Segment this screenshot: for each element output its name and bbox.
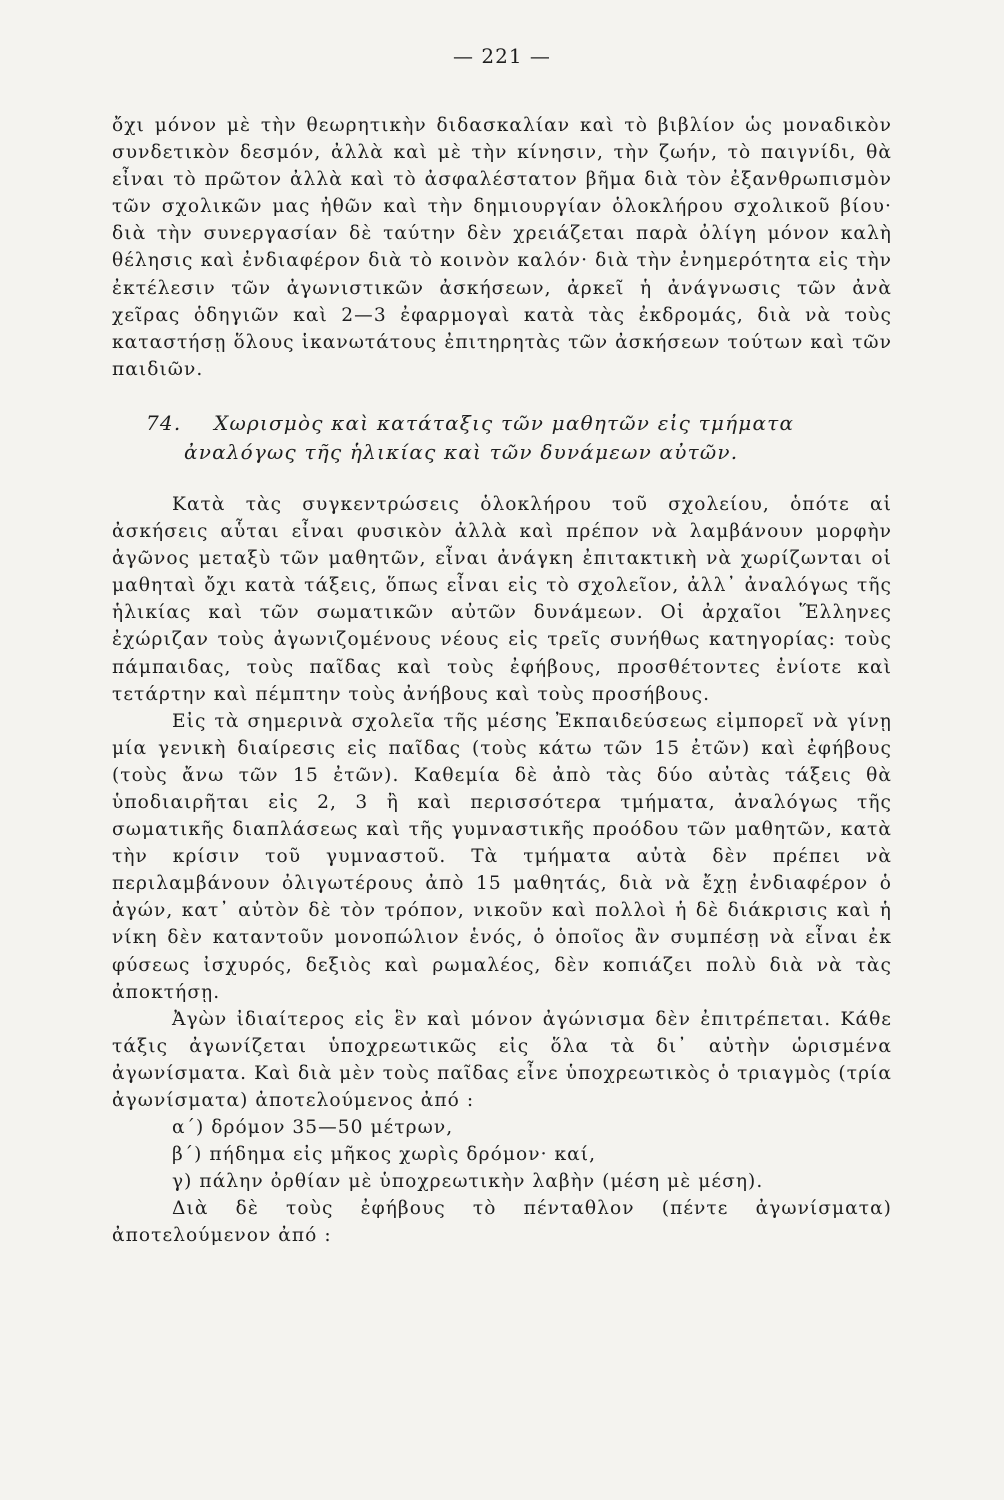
paragraph-1: Κατὰ τὰς συγκεντρώσεις ὁλοκλήρου τοῦ σχολείου, ὁπότε αἱ ἀσκήσεις αὗται εἶναι φυσικὸν ἀλλὰ καὶ πρέπον νὰ λαμβάνουν μορφὴν ἀγῶνος μεταξὺ τῶν μαθητῶν, εἶναι ἀνάγκη ἐπιτακτικὴ νὰ χωρίζωνται οἱ μαθηταὶ ὄχι κατὰ τάξεις, ὅπως εἶναι εἰς τὸ σχολεῖον, ἀλλ᾿ ἀναλόγως τῆς ἡλικίας καὶ τῶν σωματικῶν αὐτῶν δυνάμεων. Οἱ ἀρχαῖοι Ἕλληνες ἐχώριζαν τοὺς ἀγωνιζομένους νέους εἰς τρεῖς συνήθως κατηγορίας: τοὺς πάμπαιδας, τοὺς παῖδας καὶ τοὺς ἐφήβους, προσθέτοντες ἐνίοτε καὶ τετάρτην καὶ πέμπτην τοὺς ἀνήβους καὶ τοὺς προσήβους. [112,493,892,705]
section-title-line1: Χωρισμὸς καὶ κατάταξις τῶν μαθητῶν εἰς τμήματα [214,410,795,435]
paragraph-4: Διὰ δὲ τοὺς ἐφήβους τὸ πένταθλον (πέντε ἀγωνίσματα) ἀποτελούμενον ἀπό : [112,1198,892,1247]
page-text [112,112,892,1250]
list-item: β΄) πήδημα εἰς μῆκος χωρὶς δρόμον· καί, [172,1144,597,1166]
list-item: γ) πάλην ὀρθίαν μὲ ὑποχρεωτικὴν λαβὴν (μέση μὲ μέση). [172,1171,764,1193]
paragraph-3: Ἀγὼν ἰδιαίτερος εἰς ἓν καὶ μόνον ἀγώνισμα δὲν ἐπιτρέπεται. Κάθε τάξις ἀγωνίζεται ὑποχρεωτικῶς εἰς ὅλα τὰ δι᾿ αὐτὴν ὡρισμένα ἀγωνίσματα. Καὶ διὰ μὲν τοὺς παῖδας εἶνε ὑποχρεωτικὸς ὁ τριαγμὸς (τρία ἀγωνίσματα) ἀποτελούμενος ἀπό : [112,1008,892,1111]
section-number: 74. [146,410,182,435]
intro-paragraph: ὄχι μόνον μὲ τὴν θεωρητικὴν διδασκαλίαν καὶ τὸ βιβλίον ὡς μοναδικὸν συνδετικὸν δεσμόν, ἀλλὰ καὶ μὲ τὴν κίνησιν, τὴν ζωήν, τὸ παιγνίδι, θὰ εἶναι τὸ πρῶτον ἀλλὰ καὶ τὸ ἀσφαλέστατον βῆμα διὰ τὸν ἐξανθρωπισμὸν τῶν σχολικῶν μας ἠθῶν καὶ τὴν δημιουργίαν ὁλοκλήρου σχολικοῦ βίου· διὰ τὴν συνεργασίαν δὲ ταύτην δὲν χρειάζεται παρὰ ὀλίγη μόνον καλὴ θέλησις καὶ ἐνδιαφέρον διὰ τὸ κοινὸν καλόν· διὰ τὴν ἐνημερότητα εἰς τὴν ἐκτέλεσιν τῶν ἀγωνιστικῶν ἀσκήσεων, ἀρκεῖ ἡ ἀνάγνωσις τῶν ἀνὰ χεῖρας ὁδηγιῶν καὶ 2—3 ἐφαρμογαὶ κατὰ τὰς ἐκδρομάς, διὰ νὰ τοὺς καταστήσῃ ὅλους ἱκανωτάτους ἐπιτηρητὰς τῶν ἀσκήσεων τούτων καὶ τῶν παιδιῶν. [112,115,892,380]
event-list [112,1114,892,1195]
page-number: — 221 — [453,44,551,68]
paragraph-2: Εἰς τὰ σημερινὰ σχολεῖα τῆς μέσης Ἐκπαιδεύσεως εἰμπορεῖ νὰ γίνῃ μία γενικὴ διαίρεσις εἰς παῖδας (τοὺς κάτω τῶν 15 ἐτῶν) καὶ ἐφήβους (τοὺς ἄνω τῶν 15 ἐτῶν). Καθεμία δὲ ἀπὸ τὰς δύο αὐτὰς τάξεις θὰ ὑποδιαιρῆται εἰς 2, 3 ἢ καὶ περισσότερα τμήματα, ἀναλόγως τῆς σωματικῆς διαπλάσεως καὶ τῆς γυμναστικῆς προόδου τῶν μαθητῶν, κατὰ τὴν κρίσιν τοῦ γυμναστοῦ. Τὰ τμήματα αὐτὰ δὲν πρέπει νὰ περιλαμβάνουν ὀλιγωτέρους ἀπὸ 15 μαθητάς, διὰ νὰ ἔχῃ ἐνδιαφέρον ὁ ἀγών, κατ᾿ αὐτὸν δὲ τὸν τρόπον, νικοῦν καὶ πολλοὶ ἡ δὲ διάκρισις καὶ ἡ νίκη δὲν καταντοῦν μονοπώλιον ἑνός, ὁ ὁποῖος ἂν συμπέσῃ νὰ εἶναι ἐκ φύσεως ἰσχυρός, δεξιὸς καὶ ρωμαλέος, δὲν κοπιάζει πολὺ διὰ νὰ τὰς ἀποκτήσῃ. [112,710,892,1003]
section-heading [112,409,892,467]
list-item: α΄) δρόμον 35—50 μέτρων, [172,1117,454,1139]
section-title-line2: ἀναλόγως τῆς ἡλικίας καὶ τῶν δυνάμεων αὐτῶν. [184,439,739,464]
